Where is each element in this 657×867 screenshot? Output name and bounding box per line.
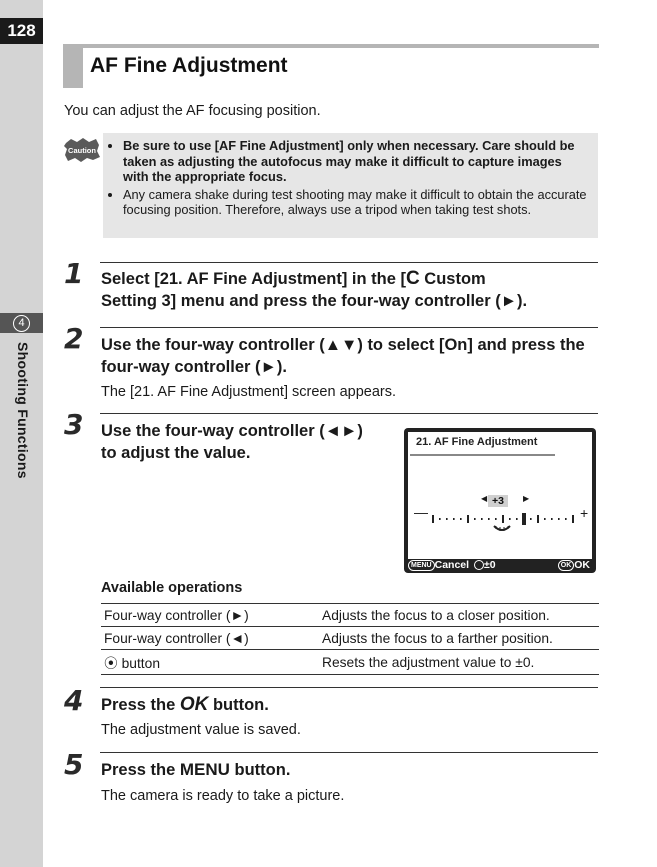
adjustment-value: +3 [488, 495, 508, 507]
step-number: 4 [64, 684, 84, 717]
step-2-subtext: The [21. AF Fine Adjustment] screen appears. [101, 384, 396, 400]
arrow-right-icon: ▶ [523, 494, 530, 503]
custom-setting-icon: C [405, 268, 420, 289]
camera-screen-illustration [404, 428, 596, 573]
chapter-title: Shooting Functions [15, 342, 31, 479]
scale-tick [551, 518, 553, 520]
operations-heading: Available operations [101, 580, 243, 596]
table-cell: Four-way controller (►) [101, 604, 319, 627]
step-4-subtext: The adjustment value is saved. [101, 722, 301, 738]
chapter-number: 4 [13, 315, 30, 332]
table-cell: Resets the adjustment value to ±0. [319, 650, 599, 675]
scale-tick [488, 518, 490, 520]
adjustment-scale [430, 510, 576, 538]
scale-tick [502, 515, 504, 523]
ok-label: OK [574, 559, 590, 571]
table-row [101, 650, 599, 675]
title-accent-block [63, 44, 83, 88]
step-number: 5 [64, 748, 84, 781]
scale-tick [537, 515, 539, 523]
ok-button-icon: OK [558, 560, 575, 571]
scale-tick [446, 518, 448, 520]
chapter-sidebar [0, 0, 43, 867]
value-marker [522, 513, 526, 525]
reset-label: ±0 [483, 559, 496, 571]
menu-button-glyph: MENU [179, 760, 230, 779]
menu-button-icon: MENU [408, 560, 435, 571]
ok-button-glyph: OK [179, 694, 209, 715]
step-1-text: Select [21. AF Fine Adjustment] in the [C Custom Setting 3] menu and press the four-way controller (►). [101, 268, 528, 310]
scale-tick [530, 518, 532, 520]
camera-title-underline [410, 454, 555, 456]
step-rule [100, 752, 598, 753]
scale-tick [509, 518, 511, 520]
table-cell: ⦿ button [101, 650, 319, 675]
dial-icon [474, 560, 484, 570]
step-rule [100, 327, 598, 328]
scale-ticks [432, 513, 574, 525]
caution-icon [63, 138, 101, 162]
step-rule [100, 413, 598, 414]
cancel-label: Cancel [434, 559, 470, 571]
scale-tick [460, 518, 462, 520]
chapter-number-tab [0, 313, 43, 333]
scale-plus-label: + [580, 505, 589, 521]
step-4-text: Press the OK button. [101, 694, 269, 715]
page-title: AF Fine Adjustment [90, 54, 288, 77]
step-3-text: Use the four-way controller (◄►) to adjust the value. [101, 422, 363, 462]
step-2-text: Use the four-way controller (▲▼) to select [On] and press the four-way controller (►). [101, 336, 585, 376]
center-mark-icon [494, 526, 510, 531]
scale-tick [516, 518, 518, 520]
scale-tick [432, 515, 434, 523]
table-row [101, 604, 599, 627]
caution-box [103, 133, 598, 238]
table-cell: Adjusts the focus to a farther position. [319, 627, 599, 650]
operations-table [101, 603, 599, 675]
step-number: 2 [64, 322, 84, 355]
camera-screen-display [408, 432, 592, 559]
step-number: 3 [64, 408, 84, 441]
caution-item: • Be sure to use [AF Fine Adjustment] only when necessary. Care should be taken as adjusting the autofocus may make it difficult to capture images with the appropriate focus. [123, 138, 590, 185]
table-cell: Adjusts the focus to a closer position. [319, 604, 599, 627]
scale-tick [558, 518, 560, 520]
scale-tick [439, 518, 441, 520]
page-number: 128 [0, 18, 43, 44]
step-rule [100, 262, 598, 263]
step-number: 1 [64, 257, 84, 290]
scale-minus-label: — [414, 504, 428, 520]
caution-icon-label: Caution [68, 146, 96, 155]
scale-tick [544, 518, 546, 520]
step-5-text: Press the MENU button. [101, 760, 291, 779]
scale-tick [572, 515, 574, 523]
scale-tick [565, 518, 567, 520]
scale-tick [474, 518, 476, 520]
scale-tick [495, 518, 497, 520]
scale-tick [481, 518, 483, 520]
camera-screen-footer [408, 559, 592, 571]
intro-text: You can adjust the AF focusing position. [64, 103, 321, 119]
scale-tick [467, 515, 469, 523]
scale-tick [453, 518, 455, 520]
table-cell: Four-way controller (◄) [101, 627, 319, 650]
step-rule [100, 687, 598, 688]
arrow-left-icon: ◀ [481, 494, 488, 503]
title-rule [63, 44, 599, 48]
caution-item: • Any camera shake during test shooting may make it difficult to obtain the accurate focusing position. Therefore, always use a tripod when taking test shots. [123, 187, 590, 218]
table-row [101, 627, 599, 650]
step-5-subtext: The camera is ready to take a picture. [101, 788, 345, 804]
camera-screen-title: 21. AF Fine Adjustment [416, 436, 538, 448]
